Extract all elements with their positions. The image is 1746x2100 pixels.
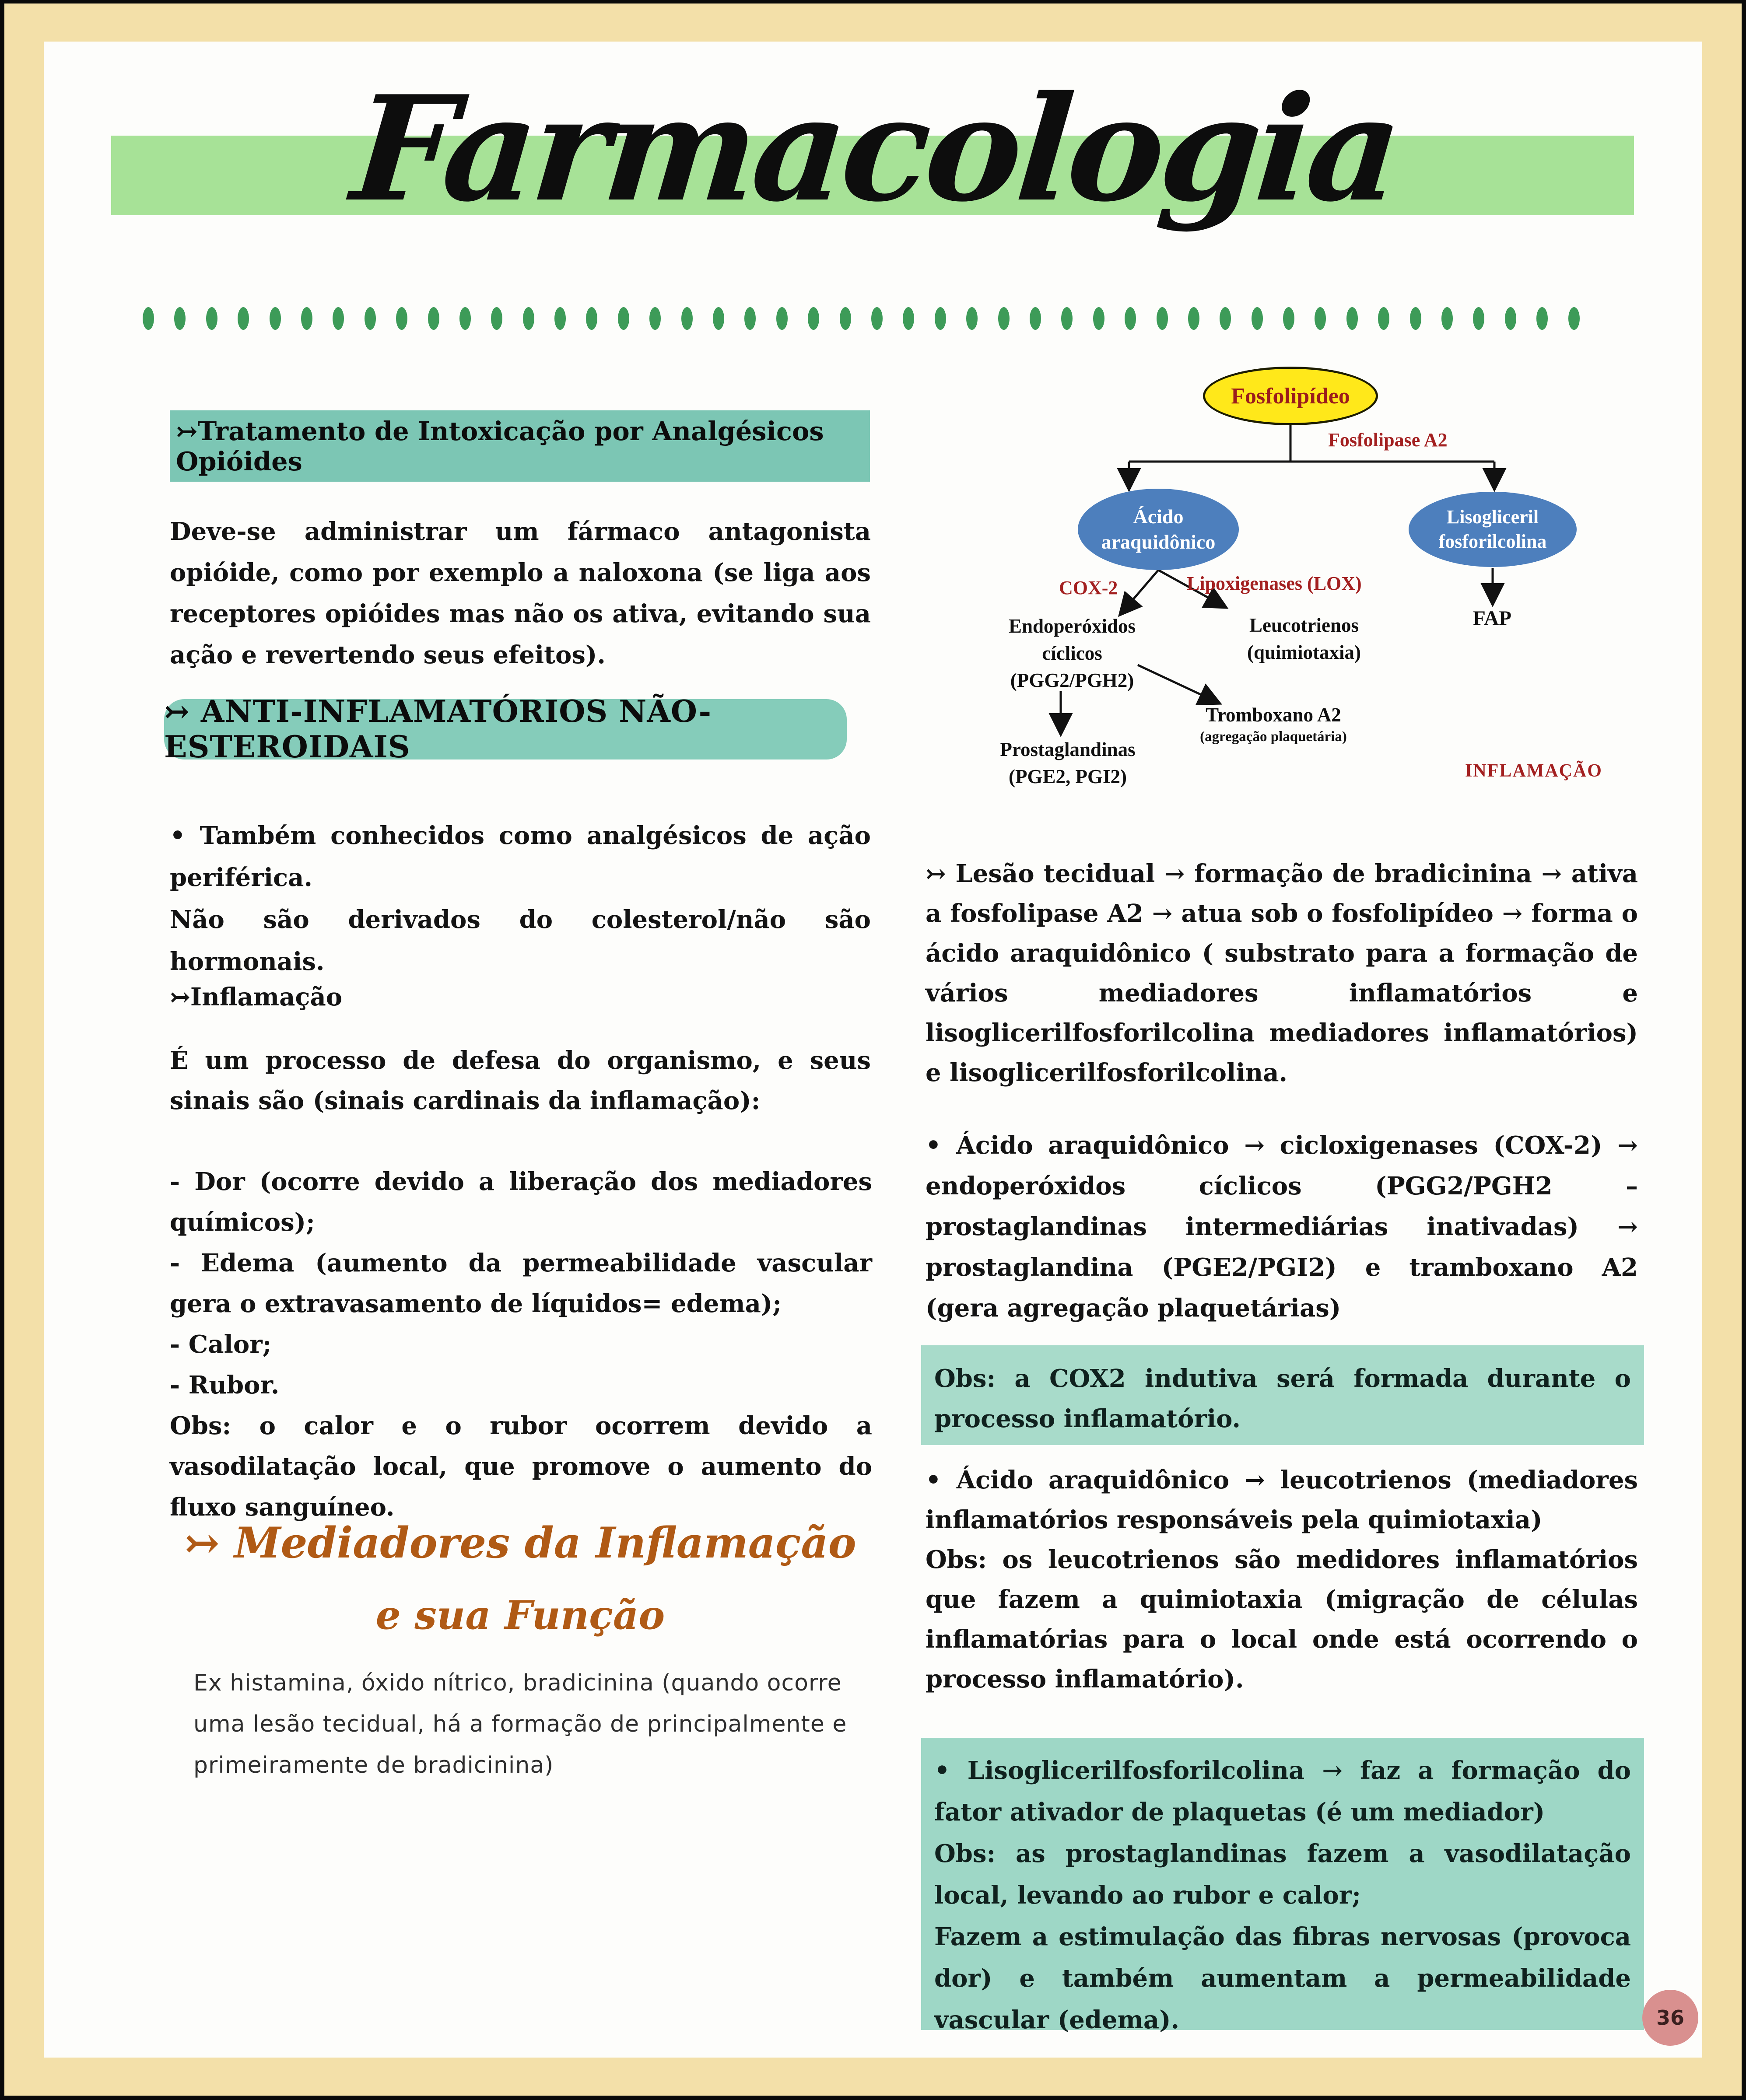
script-heading-line1: ↣ Mediadores da Inflamação	[184, 1518, 856, 1568]
diagram-text-prostaglandinas	[982, 736, 1153, 790]
divider-dot	[871, 307, 883, 330]
list-item: - Edema (aumento da permeabilidade vascular gera o extravasamento de líquidos= edema);	[170, 1249, 872, 1318]
divider-dot	[396, 307, 407, 330]
list-item: Fazem a estimulação das fibras nervosas (provoca dor) e também aumentam a permeabilidade vascular (edema).	[934, 1922, 1631, 2034]
divider-dot	[459, 307, 471, 330]
diagram-text-endoperoxidos	[989, 612, 1155, 694]
list-item: - Dor (ocorre devido a liberação dos mediadores químicos);	[170, 1167, 872, 1237]
page-title: Farmacologia	[346, 64, 1404, 234]
diagram-text-leucotrienos	[1221, 612, 1387, 666]
list-item: Prostaglandinas	[1000, 738, 1136, 760]
divider-dot	[206, 307, 217, 330]
paragraph-inflamacao-definition: É um processo de defesa do organismo, e seus sinais são (sinais cardinais da inflamação):	[170, 1046, 871, 1115]
divider-dot	[618, 307, 629, 330]
section-heading-opioid-treatment: ↣Tratamento de Intoxicação por Analgésicos Opióides	[170, 410, 870, 482]
tromboxano-subtitle: (agregação plaquetária)	[1200, 729, 1347, 745]
divider-dot	[744, 307, 756, 330]
divider-dot	[1505, 307, 1516, 330]
divider-dot	[174, 307, 186, 330]
nsaids-bullets	[170, 815, 871, 983]
divider-dot	[1568, 307, 1580, 330]
obs-cox2-text: Obs: a COX2 indutiva será formada durante o processo inflamatório.	[934, 1364, 1631, 1433]
node-line: araquidônico	[1101, 531, 1216, 553]
diagram-label-lox: Lipoxigenases (LOX)	[1187, 573, 1362, 594]
divider-dot	[1188, 307, 1199, 330]
divider-dot	[1473, 307, 1484, 330]
script-heading-mediadores	[170, 1518, 871, 1638]
paragraph-lesao-tecidual: ↣ Lesão tecidual → formação de bradicinina → ativa a fosfolipase A2 → atua sob o fosfolipídeo → forma o ácido araquidônico ( substrato para a formação de vários mediadores inflamatórios e lisoglicerilfosforilcolina mediadores inflamatórios) e lisoglicerilfosforilcolina.	[926, 859, 1638, 1087]
diagram-node-acido-araquidonico	[1078, 489, 1239, 570]
list-item: (quimiotaxia)	[1247, 641, 1361, 663]
inflammation-signals-list	[170, 1162, 872, 1528]
list-item: Leucotrienos	[1249, 614, 1359, 636]
divider-dot	[523, 307, 534, 330]
divider-dot	[1252, 307, 1263, 330]
node-line: Lisogliceril	[1446, 506, 1539, 528]
divider-dot	[238, 307, 249, 330]
list-item: (PGE2, PGI2)	[1009, 766, 1127, 788]
divider-dot	[1093, 307, 1104, 330]
arachidonic-pathway-diagram	[915, 359, 1667, 788]
divider-dot	[966, 307, 978, 330]
divider-dot	[1157, 307, 1168, 330]
divider-dot	[1346, 307, 1358, 330]
leucotrienos-line: • Ácido araquidônico → leucotrienos (mediadores inflamatórios responsáveis pela quimiotaxia)	[926, 1466, 1638, 1534]
divider-dot	[1125, 307, 1136, 330]
subheading-inflamacao: ↣Inflamação	[170, 983, 343, 1012]
divider-dot	[270, 307, 281, 330]
divider-dot	[143, 307, 154, 330]
node-line: fosforilcolina	[1438, 531, 1547, 552]
obs-cox2-block	[921, 1345, 1644, 1445]
divider-dot	[301, 307, 312, 330]
diagram-text-tromboxano	[1184, 704, 1363, 745]
divider-dot	[1536, 307, 1548, 330]
node-line: Ácido	[1133, 505, 1184, 528]
divider-dot	[428, 307, 439, 330]
section-heading-nsaids: ↣ ANTI-INFLAMATÓRIOS NÃO-ESTEROIDAIS	[164, 699, 847, 760]
diagram-text-fap: FAP	[1473, 607, 1511, 630]
script-heading-line2: e sua Função	[375, 1592, 665, 1638]
list-item: Obs: as prostaglandinas fazem a vasodilatação local, levando ao rubor e calor;	[934, 1839, 1631, 1910]
divider-dot	[1441, 307, 1453, 330]
divider-dot	[1061, 307, 1073, 330]
diagram-node-lisogliceril	[1409, 492, 1577, 567]
divider-dot	[808, 307, 819, 330]
divider-dot	[840, 307, 851, 330]
divider-dot	[1410, 307, 1421, 330]
list-item: - Calor;	[170, 1330, 272, 1359]
diagram-label-fosfolipase: Fosfolipase A2	[1328, 429, 1448, 451]
page-number-badge: 36	[1642, 1990, 1698, 2046]
list-item: Endoperóxidos	[1008, 615, 1136, 637]
list-item: • Lisoglicerilfosforilcolina → faz a formação do fator ativador de plaquetas (é um mediador)	[934, 1756, 1631, 1827]
divider-dot	[586, 307, 597, 330]
list-item: cíclicos	[1042, 642, 1102, 664]
divider-dot	[903, 307, 914, 330]
divider-dot	[1030, 307, 1041, 330]
divider-dot	[554, 307, 566, 330]
dots-divider	[143, 307, 1580, 330]
diagram-node-fosfolipideo: Fosfolipídeo	[1203, 367, 1378, 425]
divider-dot	[491, 307, 502, 330]
diagram-text-inflamacao: INFLAMAÇÃO	[1465, 761, 1602, 781]
divider-dot	[1315, 307, 1326, 330]
list-item: (PGG2/PGH2)	[1010, 669, 1134, 691]
divider-dot	[681, 307, 693, 330]
divider-dot	[1283, 307, 1294, 330]
tromboxano-title: Tromboxano A2	[1206, 704, 1341, 726]
divider-dot	[365, 307, 376, 330]
leucotrienos-obs: Obs: os leucotrienos são medidores inflamatórios que fazem a quimiotaxia (migração de células inflamatórias para o local onde está ocorrendo o processo inflamatório).	[926, 1545, 1638, 1694]
diagram-label-cox2: COX-2	[1059, 577, 1118, 598]
mediators-example-text: Ex histamina, óxido nítrico, bradicinina (quando ocorre uma lesão tecidual, há a formação de principalmente e primeiramente de bradicinina)	[193, 1670, 847, 1778]
lisogliceril-block	[921, 1738, 1644, 2034]
paragraph-opioid-treatment: Deve-se administrar um fármaco antagonista opióide, como por exemplo a naloxona (se liga aos receptores opióides mas não os ativa, evitando sua ação e revertendo seus efeitos).	[170, 517, 871, 669]
divider-dot	[1220, 307, 1231, 330]
divider-dot	[713, 307, 724, 330]
list-item: - Rubor.	[170, 1371, 280, 1400]
divider-dot	[1378, 307, 1389, 330]
paragraph-leucotrienos	[926, 1460, 1638, 1699]
lisogliceril-text	[934, 1750, 1631, 2041]
divider-dot	[935, 307, 946, 330]
list-item: • Também conhecidos como analgésicos de ação periférica.	[170, 821, 871, 892]
divider-dot	[998, 307, 1010, 330]
divider-dot	[333, 307, 344, 330]
paragraph-cox2-pathway: • Ácido araquidônico → cicloxigenases (COX-2) → endoperóxidos cíclicos (PGG2/PGH2 – prostaglandinas intermediárias inativadas) → prostaglandina (PGE2/PGI2) e tramboxano A2 (gera agregação plaquetárias)	[926, 1131, 1638, 1323]
divider-dot	[776, 307, 788, 330]
list-item: Obs: o calor e o rubor ocorrem devido a vasodilatação local, que promove o aumento do fluxo sanguíneo.	[170, 1411, 872, 1522]
list-item: Não são derivados do colesterol/não são hormonais.	[170, 905, 871, 976]
divider-dot	[649, 307, 661, 330]
